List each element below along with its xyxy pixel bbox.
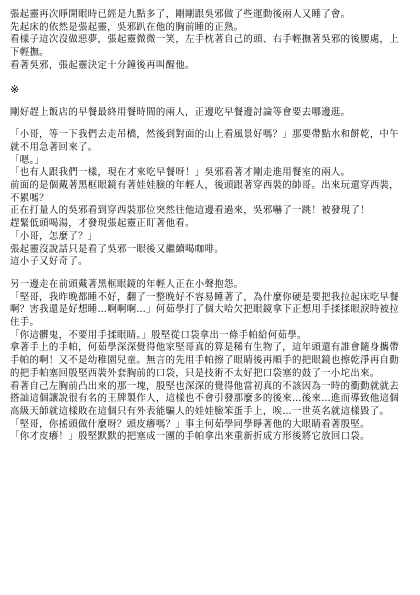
paragraph-wake: 張起靈再次睜開眼時已經是九點多了，剛剛跟吳邪做了些運動後兩人又睡了會。 [10,9,351,20]
paragraph-complaint: 「堅哥，我昨晚都睡不好，翻了一整晚好不容易睡著了，為什麼你硬是要把我拉起床吃早餐啊？害我還是好想睡…啊啊啊…」何茹學打了個大哈欠把眼鏡拿下正想用手揉揉眼淚時被拉住手。 [10,291,400,329]
paragraph-sleeping: 先起床的依然是張起靈，吳邪趴在他的胸前睡的正熟。 [10,21,244,33]
spacer [10,73,404,83]
paragraph-others: 「也有人跟我們一樣，現在才來吃早餐呀！」吳邪看著才剛走進用餐室的兩人。 [10,167,351,179]
paragraph-question: 「小哥，怎麼了？」 [10,230,98,242]
spacer [10,119,404,129]
paragraph-decide: 看著吳邪，張起靈決定十分鐘後再叫醒他。 [10,59,195,71]
paragraph-handkerchief: 「你這髒鬼，不要用手揉眼睛。」殷堅從口袋拿出一條手帕給何茹學。 [10,329,307,341]
paragraph-curious: 這小子又好奇了。 [10,256,88,268]
paragraph-no-nightmare: 看樣子這次沒做惡夢，張起靈微微一笑，左手枕著自己的頭、右手輕撫著吳邪的後腰處，上下輕撫。 [10,34,400,59]
paragraph-itchy: 「堅哥，你搖頭做什麼呀？頭皮癢嗎？」事主何茹學同學睜著他的大眼睛看著殷堅。 [10,418,370,430]
paragraph-regret: 看著自己左胸前凸出來的那一塊，殷堅也深深的覺得他當初真的不該因為一時的衝動就就去搭訕這個讓說很有名的王牌製作人，這樣也不會引發那麼多的後來…後來…進而導致他這個高級天師就這樣敗在這個只有外表能騙人的娃娃臉笨蛋手上，唉…一世英名就這樣毀了。 [10,380,400,417]
paragraph-soup: 趕緊低頭喝湯，才發現張起靈正盯著他看。 [10,218,195,230]
paragraph-noticed: 正在打量人的吳邪看到穿西裝那位突然往他這邊看過來，吳邪嚇了一跳！被發現了！ [10,205,370,217]
spacer [10,269,404,279]
paragraph-plan: 「小哥，等一下我們去走吊橋，然後到對面的山上看風景好嗎？」那要帶點水和餅乾，中午就不用急著回來了。 [10,129,400,153]
paragraph-fold: 「你才皮癢！」殷堅默默的把塞成一團的手帕拿出來重新折成方形後將它放回口袋。 [10,431,370,443]
paragraph-breakfast: 剛好趕上飯店的早餐最終用餐時間的兩人，正邊吃早餐邊討論等會要去哪邊逛。 [10,106,351,118]
paragraph-other-side: 另一邊走在前頭戴著黑框眼鏡的年輕人正在小聲抱怨。 [10,278,244,290]
spacer [10,97,404,107]
paragraph-describe: 前面的是個戴著黑框眼鏡有著娃娃臉的年輕人，後頭跟著穿西裝的帥哥。出來玩還穿西裝，不累嗎？ [10,180,400,204]
paragraph-rare-creature: 拿著手上的手帕，何茹學深深覺得他家堅哥真的算是稀有生物了，這年頭還有誰會隨身攜帶手帕的啊！又不是幼稚園兒童。無言的先用手帕擦了眼睛後再順手的把眼鏡也擦乾淨再自動的把手帕塞回殷堅西裝外套胸前的口袋，只是技術不太好把口袋塞的鼓了一小坨出來。 [10,342,400,379]
paragraph-reply: 「嗯。」 [10,154,45,166]
paragraph-coffee: 張起靈沒說話只是看了吳邪一眼後又繼續喝咖啡。 [10,243,224,255]
section-separator: ※ [10,82,20,96]
